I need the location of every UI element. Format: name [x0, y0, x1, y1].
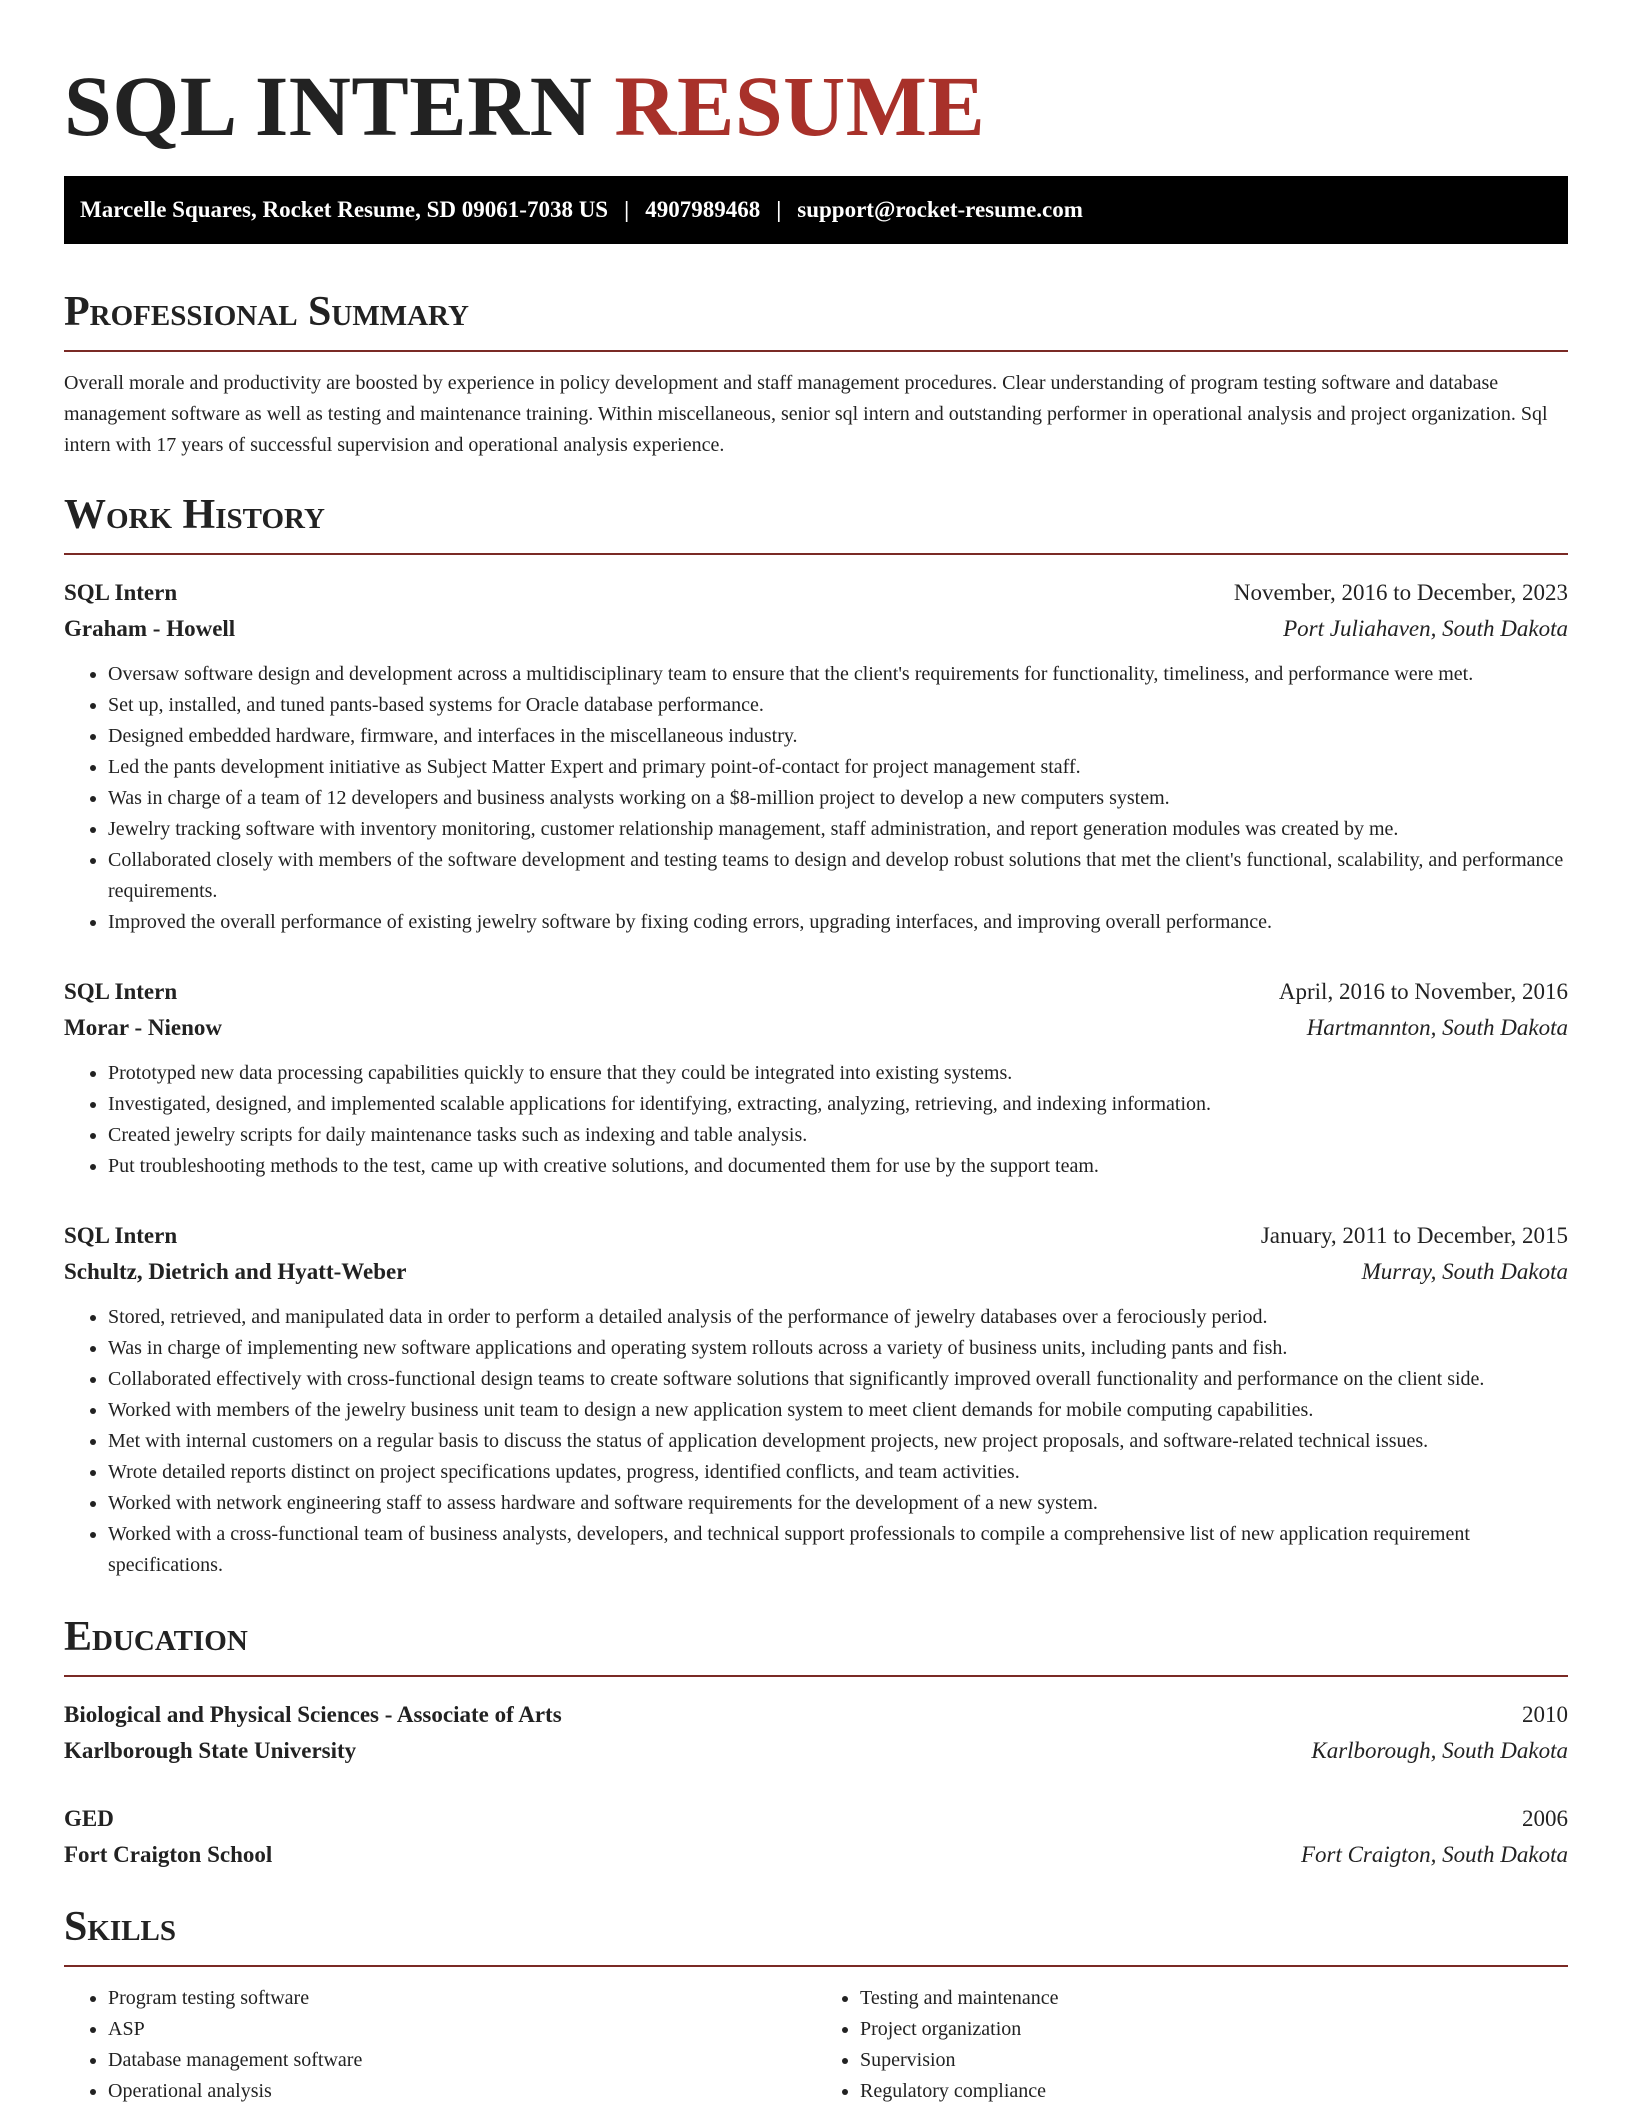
resume-title	[64, 56, 1568, 156]
title-accent: RESUME	[614, 58, 986, 154]
summary-section	[64, 286, 1568, 461]
skill-item: • Database management software	[108, 2045, 816, 2076]
job-bullet: • Was in charge of implementing new software applications and operating system rollouts across a variety of business units, including pants and fish.	[108, 1333, 1568, 1364]
education-degree: Biological and Physical Sciences - Associate of Arts	[64, 1702, 562, 1727]
education-location: Fort Craigton, South Dakota	[1300, 1842, 1568, 1867]
job-bullets	[64, 659, 1568, 938]
education-school: Fort Craigton School	[64, 1842, 273, 1867]
job-bullet: • Worked with members of the jewelry business unit team to design a new application system to meet client demands for mobile computing capabilities.	[108, 1395, 1568, 1426]
section-divider	[64, 553, 1568, 555]
job-bullet: • Met with internal customers on a regular basis to discuss the status of application development projects, new project proposals, and software-related technical issues.	[108, 1426, 1568, 1457]
education-degree-row	[64, 1697, 1568, 1733]
job-header-row	[64, 974, 1568, 1010]
job-bullet: • Jewelry tracking software with inventory monitoring, customer relationship management, staff administration, and report generation modules was created by me.	[108, 814, 1568, 845]
job-entry	[64, 1218, 1568, 1581]
work-history-section	[64, 489, 1568, 1581]
skill-item: • Testing and maintenance	[860, 1983, 1568, 2014]
skills-heading: Skills	[64, 1904, 177, 1950]
work-history-heading: Work History	[64, 492, 325, 538]
skills-list-right	[816, 1983, 1568, 2107]
contact-separator: |	[776, 197, 782, 222]
job-bullets	[64, 1302, 1568, 1581]
job-bullet: • Was in charge of a team of 12 developers and business analysts working on a $8-million project to develop a new computers system.	[108, 783, 1568, 814]
section-divider	[64, 1675, 1568, 1677]
title-main: SQL INTERN	[64, 58, 593, 154]
job-header-row	[64, 575, 1568, 611]
skill-item: • Project organization	[860, 2014, 1568, 2045]
education-entry	[64, 1697, 1568, 1769]
education-school-row	[64, 1733, 1568, 1769]
section-divider	[64, 350, 1568, 352]
education-location: Karlborough, South Dakota	[1311, 1738, 1568, 1763]
skills-section	[64, 1901, 1568, 2107]
job-entry	[64, 974, 1568, 1182]
contact-phone: 4907989468	[645, 197, 761, 222]
job-bullet: • Designed embedded hardware, firmware, and interfaces in the miscellaneous industry.	[108, 721, 1568, 752]
summary-heading: Professional Summary	[64, 289, 469, 335]
job-bullet: • Prototyped new data processing capabilities quickly to ensure that they could be integrated into existing systems.	[108, 1058, 1568, 1089]
job-bullet: • Put troubleshooting methods to the test, came up with creative solutions, and documented them for use by the support team.	[108, 1151, 1568, 1182]
skill-item: • Supervision	[860, 2045, 1568, 2076]
section-divider	[64, 1965, 1568, 1967]
education-school: Karlborough State University	[64, 1738, 357, 1763]
education-year: 2006	[1522, 1806, 1568, 1831]
contact-address: Marcelle Squares, Rocket Resume, SD 09061-7038 US	[80, 197, 609, 222]
job-bullet: • Wrote detailed reports distinct on project specifications updates, progress, identified conflicts, and team activities.	[108, 1457, 1568, 1488]
job-bullet: • Investigated, designed, and implemented scalable applications for identifying, extracting, analyzing, retrieving, and indexing information.	[108, 1089, 1568, 1120]
education-year: 2010	[1522, 1702, 1568, 1727]
summary-text: Overall morale and productivity are boosted by experience in policy development and staff management procedures. Clear understanding of program testing software and database management software as well as testing and maintenance training. Within miscellaneous, senior sql intern and outstanding performer in operational analysis and project organization. Sql intern with 17 years of successful supervision and operational analysis experience.	[64, 372, 1548, 456]
job-bullet: • Stored, retrieved, and manipulated data in order to perform a detailed analysis of the performance of jewelry databases over a ferociously period.	[108, 1302, 1568, 1333]
job-bullets	[64, 1058, 1568, 1182]
education-section	[64, 1611, 1568, 1873]
education-degree: GED	[64, 1806, 114, 1831]
job-bullet: • Collaborated effectively with cross-functional design teams to create software solutions that significantly improved overall functionality and performance on the client side.	[108, 1364, 1568, 1395]
job-company-row	[64, 1254, 1568, 1290]
job-bullet: • Collaborated closely with members of the software development and testing teams to design and develop robust solutions that met the client's functional, scalability, and performance requirements.	[108, 845, 1568, 907]
skills-grid	[64, 1983, 1568, 2107]
skills-list-left	[64, 1983, 816, 2107]
contact-separator: |	[624, 197, 630, 222]
education-degree-row	[64, 1801, 1568, 1837]
job-company: Graham - Howell	[64, 616, 236, 641]
job-company-row	[64, 611, 1568, 647]
job-title: SQL Intern	[64, 580, 178, 605]
job-dates: November, 2016 to December, 2023	[1233, 580, 1568, 605]
job-title: SQL Intern	[64, 979, 178, 1004]
job-bullet: • Worked with a cross-functional team of business analysts, developers, and technical support professionals to compile a comprehensive list of new application requirement specifications.	[108, 1519, 1568, 1581]
job-bullet: • Created jewelry scripts for daily maintenance tasks such as indexing and table analysis.	[108, 1120, 1568, 1151]
job-company-row	[64, 1010, 1568, 1046]
job-dates: January, 2011 to December, 2015	[1260, 1223, 1568, 1248]
job-bullet: • Set up, installed, and tuned pants-based systems for Oracle database performance.	[108, 690, 1568, 721]
job-header-row	[64, 1218, 1568, 1254]
job-location: Hartmannton, South Dakota	[1306, 1015, 1568, 1040]
job-entry	[64, 575, 1568, 938]
job-bullet: • Improved the overall performance of existing jewelry software by fixing coding errors, upgrading interfaces, and improving overall performance.	[108, 907, 1568, 938]
education-heading: Education	[64, 1614, 248, 1660]
contact-bar	[64, 176, 1568, 244]
job-bullet: • Led the pants development initiative as Subject Matter Expert and primary point-of-contact for project management staff.	[108, 752, 1568, 783]
job-company: Schultz, Dietrich and Hyatt-Weber	[64, 1259, 407, 1284]
education-entry	[64, 1801, 1568, 1873]
job-bullet: • Worked with network engineering staff to assess hardware and software requirements for the development of a new system.	[108, 1488, 1568, 1519]
education-school-row	[64, 1837, 1568, 1873]
skill-item: • Regulatory compliance	[860, 2076, 1568, 2107]
contact-email[interactable]: support@rocket-resume.com	[797, 197, 1083, 222]
job-title: SQL Intern	[64, 1223, 178, 1248]
skill-item: • Program testing software	[108, 1983, 816, 2014]
job-dates: April, 2016 to November, 2016	[1278, 979, 1568, 1004]
skill-item: • ASP	[108, 2014, 816, 2045]
job-location: Murray, South Dakota	[1361, 1259, 1568, 1284]
job-bullet: • Oversaw software design and development across a multidisciplinary team to ensure that the client's requirements for functionality, timeliness, and performance were met.	[108, 659, 1568, 690]
job-company: Morar - Nienow	[64, 1015, 222, 1040]
job-location: Port Juliahaven, South Dakota	[1283, 616, 1568, 641]
skill-item: • Operational analysis	[108, 2076, 816, 2107]
